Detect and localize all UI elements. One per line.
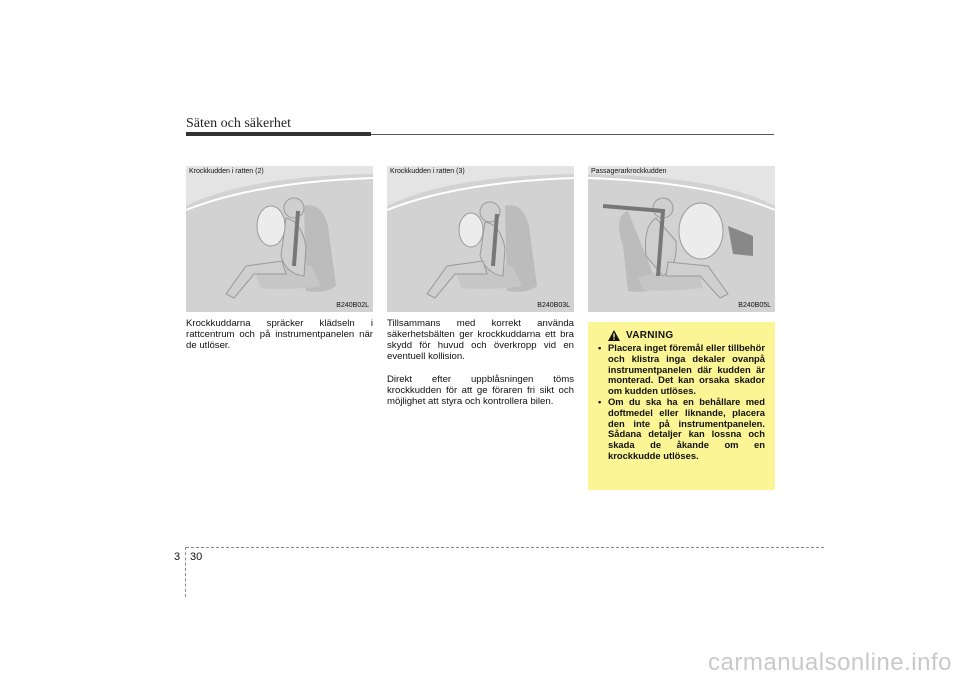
figure-passenger-airbag [588, 166, 775, 312]
header-rule [371, 134, 774, 135]
driver-airbag-illustration [186, 166, 373, 312]
figure-caption: Passagerarkrockkudden [591, 168, 667, 175]
warning-header [608, 330, 765, 341]
figure-caption: Krockkudden i ratten (2) [189, 168, 264, 175]
footer-dashed-rule [186, 547, 824, 548]
figure-code: B240B05L [738, 302, 771, 309]
header-accent-bar [186, 132, 371, 136]
paragraph: Direkt efter uppblåsningen töms krockkudden för att ge föraren fri sikt och möjlighet att styra och kontrollera bilen. [387, 374, 574, 407]
section-number: 3 [174, 551, 181, 563]
warning-triangle-icon [608, 330, 620, 341]
watermark: carmanualsonline.info [708, 649, 952, 676]
figure-driver-airbag-2 [186, 166, 373, 312]
paragraph: Tillsammans med korrekt använda säkerhetsbälten ger krockkuddarna ett bra skydd för huvud och överkropp vid en eventuell kollision. [387, 318, 574, 362]
warning-title: VARNING [626, 330, 674, 341]
bullet: • [598, 342, 602, 353]
driver-airbag-illustration [387, 166, 574, 312]
warning-list [596, 343, 765, 462]
bullet: • [598, 395, 602, 407]
left-column-text [186, 318, 373, 363]
page-number: 30 [190, 551, 203, 563]
figure-driver-airbag-3 [387, 166, 574, 312]
warning-item-text: Placera inget föremål eller tillbehör och klistra inga dekaler ovanpå instrumentpanelen där kudden är monterad. Det kan orsaka skador om kudden utlöses. [608, 342, 765, 397]
footer-dashed-divider [185, 547, 186, 597]
paragraph: Krockkuddarna spräcker klädseln i rattcentrum och på instrumentpanelen när de utlöser. [186, 318, 373, 351]
warning-item-text: Om du ska ha en behållare med doftmedel eller liknande, placera den inte på instrumentpanelen. Sådana detaljer kan lossna och skada de åkande om en krockkudde utlöses. [608, 395, 765, 461]
figure-code: B240B02L [336, 302, 369, 309]
figure-caption: Krockkudden i ratten (3) [390, 168, 465, 175]
middle-column-text [387, 318, 574, 419]
figure-code: B240B03L [537, 302, 570, 309]
page-header-title: Säten och säkerhet [186, 116, 291, 131]
warning-box [588, 322, 775, 490]
passenger-airbag-illustration [588, 166, 775, 312]
warning-item [596, 397, 765, 462]
warning-item [596, 343, 765, 397]
